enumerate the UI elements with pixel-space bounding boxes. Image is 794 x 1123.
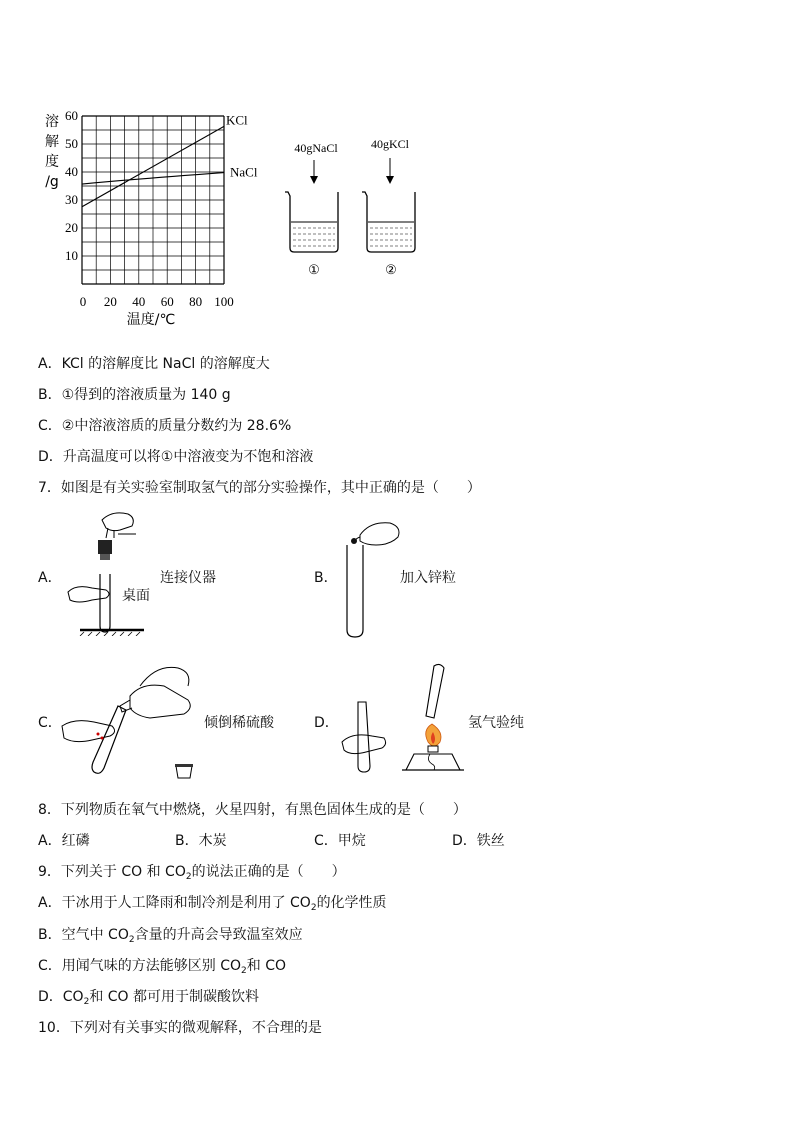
- q8-stem: 8．下列物质在氧气中燃烧，火星四射，有黑色固体生成的是（ ）: [38, 802, 467, 818]
- x-tick-label: 80: [189, 294, 203, 309]
- y-axis-label-char: /g: [45, 174, 59, 190]
- x-axis-label: 温度/℃: [126, 312, 176, 328]
- q8-option-c: C．甲烷: [314, 833, 366, 849]
- beaker2-number: ②: [385, 262, 397, 277]
- x-tick-label: 20: [103, 294, 117, 309]
- q6-option-a: A．KCl 的溶解度比 NaCl 的溶解度大: [38, 356, 270, 372]
- y-tick-label: 40: [65, 164, 78, 179]
- q9-option-d: D．$CO_2$和 CO 都可用于制碳酸饮料: [38, 989, 260, 1007]
- y-tick-label: 30: [65, 192, 78, 207]
- q7-option-d-label: 氢气验纯: [468, 715, 524, 731]
- q9-option-b: B．空气中 $CO_2$含量的升高会导致温室效应: [38, 927, 303, 945]
- y-tick-label: 10: [65, 248, 78, 263]
- y-axis-label-char: 解: [45, 134, 59, 150]
- q9-option-a: A．干冰用于人工降雨和制冷剂是利用了 $CO_2$的化学性质: [38, 895, 387, 913]
- beaker-figure: [280, 130, 430, 280]
- q8-option-b: B．木炭: [175, 833, 227, 849]
- x-tick-label: 60: [160, 294, 174, 309]
- beaker1-number: ①: [308, 262, 320, 277]
- q7-stem: 7．如图是有关实验室制取氢气的部分实验操作，其中正确的是（ ）: [38, 480, 481, 496]
- q7-option-b-label: 加入锌粒: [400, 570, 456, 586]
- q6-option-b: B．①得到的溶液质量为 140 g: [38, 387, 231, 403]
- q7-option-c-letter: C．: [38, 715, 62, 731]
- q7-option-a-label: 连接仪器: [160, 570, 216, 586]
- q6-option-c: C．②中溶液溶质的质量分数约为 28.6%: [38, 418, 292, 434]
- beaker1-label: 40gNaCl: [294, 141, 338, 155]
- q8-option-a: A．红磷: [38, 833, 90, 849]
- solubility-chart: [40, 108, 270, 333]
- beaker2-label: 40gKCl: [370, 137, 410, 151]
- connect-apparatus-illustration: [62, 508, 157, 636]
- x-tick-label: 100: [214, 294, 234, 309]
- x-tick-label: 40: [132, 294, 146, 309]
- y-axis-label-char: 溶: [45, 114, 59, 130]
- x-tick-label: 0: [79, 294, 87, 309]
- q8-option-d: D．铁丝: [452, 833, 505, 849]
- q7-option-c-label: 倾倒稀硫酸: [204, 715, 274, 731]
- series-label-nacl: NaCl: [230, 164, 258, 180]
- y-tick-label: 60: [65, 108, 78, 123]
- q7-option-a-letter: A．: [38, 570, 62, 586]
- y-tick-label: 20: [65, 220, 78, 235]
- q9-stem: 9．下列关于 CO 和 $CO_2$的说法正确的是（ ）: [38, 864, 346, 882]
- q7-option-d-letter: D．: [314, 715, 339, 731]
- hydrogen-purity-test-illustration: [336, 660, 466, 780]
- q10-stem: 10．下列对有关事实的微观解释，不合理的是: [38, 1020, 322, 1036]
- q7-option-b-letter: B．: [314, 570, 338, 586]
- q6-option-d: D．升高温度可以将①中溶液变为不饱和溶液: [38, 449, 314, 465]
- q7-table-label: 桌面: [122, 588, 150, 604]
- series-label-kcl: KCl: [226, 112, 248, 128]
- y-tick-label: 50: [65, 136, 78, 151]
- q9-option-c: C．用闻气味的方法能够区别 $CO_2$和 CO: [38, 958, 287, 976]
- chart-grid: [82, 116, 224, 284]
- y-axis-label-char: 度: [45, 154, 59, 170]
- pour-acid-illustration: [60, 656, 200, 780]
